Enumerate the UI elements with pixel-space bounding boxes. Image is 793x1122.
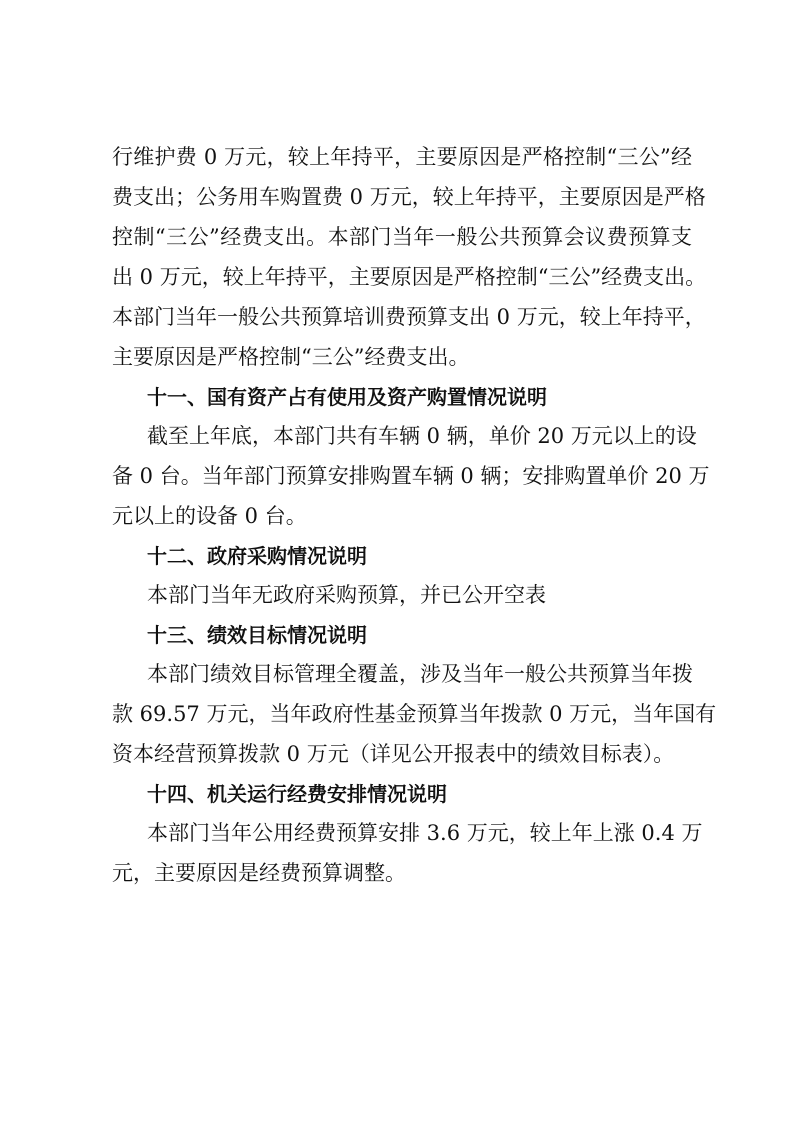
paragraph-line: 行维护费 0 万元，较上年持平，主要原因是严格控制“三公”经 — [112, 145, 692, 169]
section-heading-13: 十三、绩效目标情况说明 — [147, 623, 367, 647]
paragraph-line: 本部门绩效目标管理全覆盖，涉及当年一般公共预算当年拨 — [147, 662, 693, 686]
paragraph-line: 资本经营预算拨款 0 万元（详见公开报表中的绩效目标表）。 — [112, 742, 675, 766]
paragraph-line: 截至上年底，本部门共有车辆 0 辆，单价 20 万元以上的设 — [147, 424, 697, 448]
paragraph-line: 控制“三公”经费支出。本部门当年一般公共预算会议费预算支 — [112, 225, 692, 249]
paragraph-line: 元以上的设备 0 台。 — [112, 504, 307, 528]
paragraph-line: 本部门当年公用经费预算安排 3.6 万元，较上年上涨 0.4 万 — [147, 821, 703, 845]
paragraph-line: 本部门当年无政府采购预算，并已公开空表 — [147, 583, 546, 607]
section-heading-12: 十二、政府采购情况说明 — [147, 544, 367, 568]
paragraph-line: 主要原因是严格控制“三公”经费支出。 — [112, 345, 470, 369]
section-heading-11: 十一、国有资产占有使用及资产购置情况说明 — [147, 385, 547, 409]
paragraph-line: 元，主要原因是经费预算调整。 — [112, 861, 406, 885]
section-heading-14: 十四、机关运行经费安排情况说明 — [147, 782, 447, 806]
paragraph-line: 出 0 万元，较上年持平，主要原因是严格控制“三公”经费支出。 — [112, 265, 707, 289]
paragraph-line: 款 69.57 万元，当年政府性基金预算当年拨款 0 万元，当年国有 — [112, 702, 717, 726]
paragraph-line: 备 0 台。当年部门预算安排购置车辆 0 辆；安排购置单价 20 万 — [112, 464, 710, 488]
paragraph-line: 本部门当年一般公共预算培训费预算支出 0 万元，较上年持平， — [112, 305, 706, 329]
paragraph-line: 费支出；公务用车购置费 0 万元，较上年持平，主要原因是严格 — [112, 185, 706, 209]
